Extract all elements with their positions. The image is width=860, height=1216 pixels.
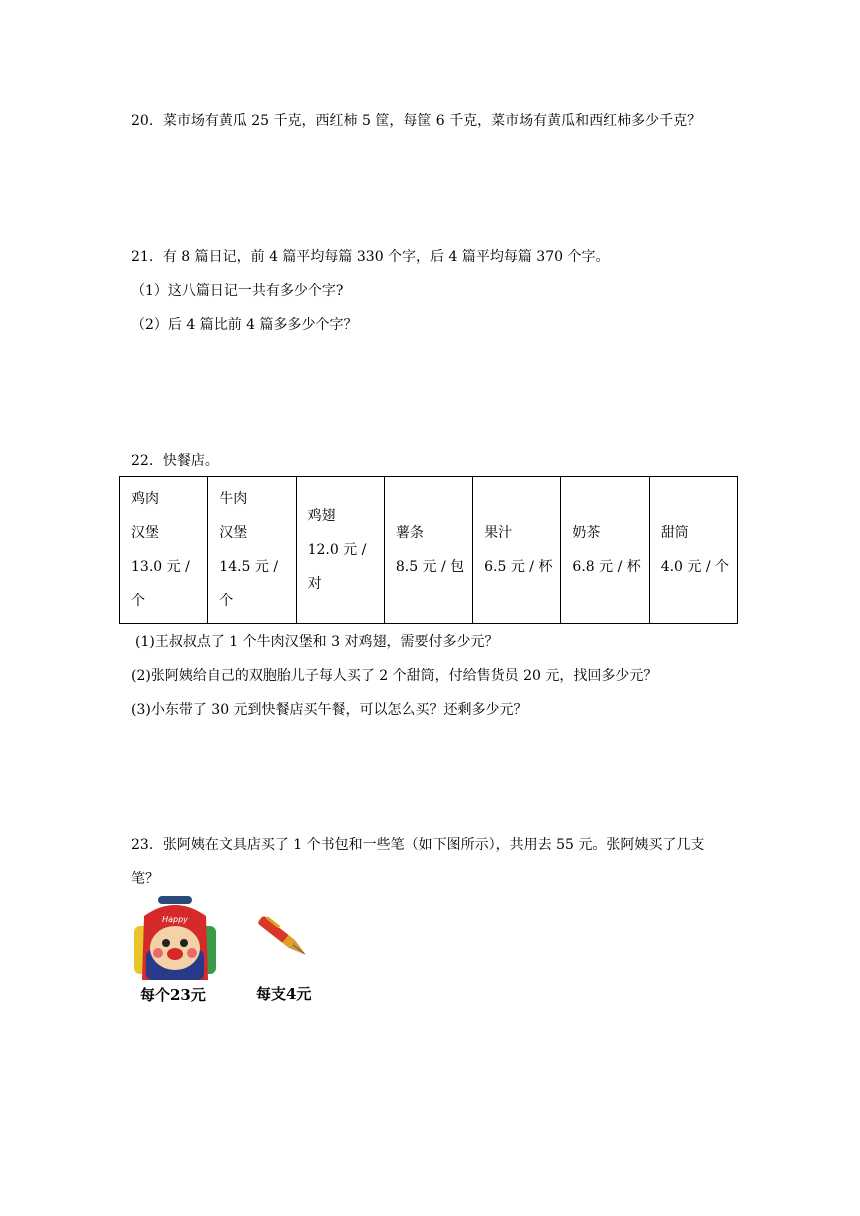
menu-item-name: 牛肉: [219, 491, 248, 507]
menu-item-price: 8.5 元 / 包: [395, 559, 465, 575]
question-21-part-2: （2）后 4 篇比前 4 篇多多少个字？: [131, 317, 358, 333]
menu-item-name: 鸡肉: [131, 491, 159, 507]
menu-item-beef-burger: [208, 477, 296, 624]
menu-item-price: 6.8 元 / 杯: [572, 559, 641, 575]
menu-item-price: 14.5 元 /: [219, 559, 279, 575]
menu-item-cone: [649, 477, 737, 624]
menu-item-milk-tea: [561, 477, 649, 624]
question-23-text-line-1: 23．张阿姨在文具店买了 1 个书包和一些笔（如下图所示），共用去 55 元。张阿姨买了几支: [131, 837, 705, 853]
menu-item-name: 鸡翅: [307, 508, 336, 524]
menu-item-juice: [473, 477, 561, 624]
backpack-logo-text: Happy: [162, 915, 188, 924]
pen-icon: [252, 912, 314, 962]
menu-row: [120, 477, 738, 624]
question-22-part-3: (3)小东带了 30 元到快餐店买午餐，可以怎么买？还剩多少元？: [131, 702, 528, 718]
menu-item-price: 4.0 元 / 个: [660, 559, 730, 575]
question-22-part-2: (2)张阿姨给自己的双胞胎儿子每人买了 2 个甜筒，付给售货员 20 元，找回多少元？: [131, 668, 658, 684]
menu-table: [119, 476, 738, 624]
menu-item-name: 汉堡: [219, 525, 248, 541]
menu-item-name: 果汁: [484, 525, 513, 541]
menu-item-price: 12.0 元 /: [307, 542, 367, 558]
menu-item-name: 汉堡: [131, 525, 159, 541]
menu-item-chicken-burger: [120, 477, 208, 624]
menu-item-unit: 个: [219, 593, 234, 609]
menu-item-name: 奶茶: [572, 525, 601, 541]
question-21-text: 21．有 8 篇日记，前 4 篇平均每篇 330 个字，后 4 篇平均每篇 370 个字。: [131, 249, 610, 265]
menu-item-fries: [384, 477, 472, 624]
question-22-part-1: (1)王叔叔点了 1 个牛肉汉堡和 3 对鸡翅，需要付多少元？: [135, 634, 499, 650]
menu-item-price: 13.0 元 /: [131, 559, 190, 575]
menu-item-name: 甜筒: [660, 525, 689, 541]
question-21-part-1: （1）这八篇日记一共有多少个字?: [131, 283, 344, 299]
menu-item-chicken-wings: [296, 477, 384, 624]
question-23-text-line-2: 笔？: [131, 871, 159, 887]
backpack-icon: [130, 896, 220, 984]
question-20-text: 20．菜市场有黄瓜 25 千克，西红柿 5 筐，每筐 6 千克，菜市场有黄瓜和西红柿多少千克？: [131, 113, 702, 129]
backpack-price-caption: 每个23元: [140, 986, 206, 1004]
pen-price-caption: 每支4元: [256, 985, 312, 1003]
menu-item-unit: 个: [131, 593, 145, 609]
menu-item-price: 6.5 元 / 杯: [484, 559, 553, 575]
menu-item-name: 薯条: [395, 525, 424, 541]
menu-item-unit: 对: [307, 576, 322, 592]
question-22-title: 22．快餐店。: [131, 453, 219, 469]
